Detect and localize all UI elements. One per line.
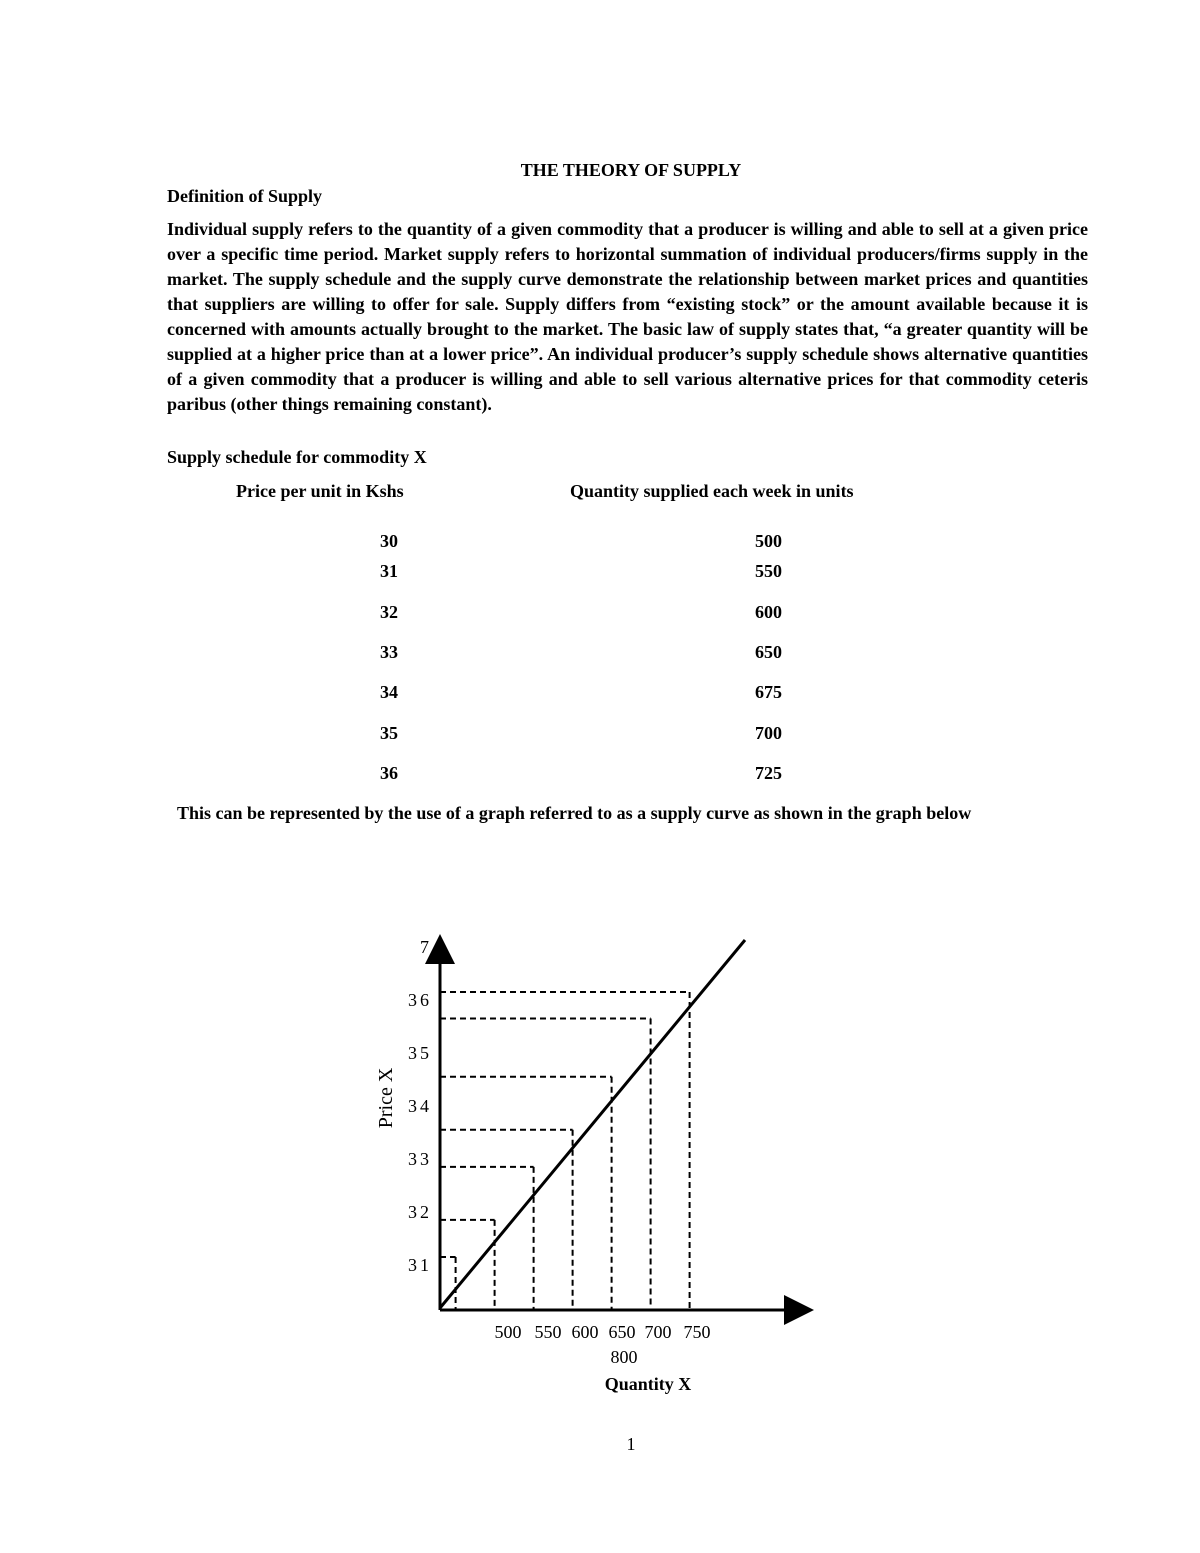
page-number: 1 xyxy=(626,1434,636,1454)
table-cell-quantity: 650 xyxy=(755,642,782,662)
column-header-quantity: Quantity supplied each week in units xyxy=(570,481,854,501)
y-tick-label: 7 xyxy=(420,937,432,957)
table-cell-quantity: 700 xyxy=(755,723,782,743)
table-cell-quantity: 500 xyxy=(755,531,782,551)
y-axis-label: Price X xyxy=(375,1067,397,1129)
y-tick-label: 35 xyxy=(408,1043,432,1063)
x-tick-label: 700 xyxy=(644,1322,672,1342)
table-cell-price: 34 xyxy=(380,682,398,702)
table-cell-price: 35 xyxy=(380,723,398,743)
graph-intro-note: This can be represented by the use of a graph referred to as a supply curve as shown in the graph below xyxy=(177,803,972,823)
y-tick-label: 34 xyxy=(408,1096,432,1116)
y-tick-label: 33 xyxy=(408,1149,432,1169)
table-cell-price: 32 xyxy=(380,602,398,622)
x-axis-label: Quantity X xyxy=(604,1374,692,1394)
supply-curve xyxy=(440,940,745,1308)
table-cell-price: 36 xyxy=(380,763,398,783)
x-tick-label: 800 xyxy=(610,1347,638,1367)
table-cell-quantity: 550 xyxy=(755,561,782,581)
supply-curve-chart xyxy=(340,920,840,1410)
y-tick-label: 32 xyxy=(408,1202,432,1222)
body-paragraph: Individual supply refers to the quantity of a given commodity that a producer is willing and able to sell at a given price over a specific time period. Market supply refers to horizontal summation of individual producers/firms supply in the market. The supply schedule and the supply curve demonstrate the relationship between market prices and quantities that suppliers are willing to offer for sale. Supply differs from “existing stock” or the amount available because it is concerned with amounts actually brought to the market. The basic law of supply states that, “a greater quantity will be supplied at a higher price than at a lower price”. An individual producer’s supply schedule shows alternative quantities of a given commodity that a producer is willing and able to sell various alternative prices for that commodity ceteris paribus (other things remaining constant). xyxy=(167,219,1088,414)
y-tick-label: 31 xyxy=(408,1255,432,1275)
x-tick-label: 500 xyxy=(494,1322,522,1342)
table-cell-quantity: 725 xyxy=(755,763,782,783)
y-tick-label: 36 xyxy=(408,990,432,1010)
table-cell-price: 30 xyxy=(380,531,398,551)
schedule-heading: Supply schedule for commodity X xyxy=(167,447,427,467)
section-heading: Definition of Supply xyxy=(167,186,323,206)
chart-canvas xyxy=(340,920,840,1410)
column-header-price: Price per unit in Kshs xyxy=(236,481,404,501)
page-title: THE THEORY OF SUPPLY xyxy=(520,160,742,180)
table-cell-price: 31 xyxy=(380,561,398,581)
table-cell-quantity: 675 xyxy=(755,682,782,702)
table-cell-price: 33 xyxy=(380,642,398,662)
x-tick-label: 600 xyxy=(571,1322,599,1342)
table-cell-quantity: 600 xyxy=(755,602,782,622)
x-tick-label: 650 xyxy=(608,1322,636,1342)
x-tick-label: 750 xyxy=(683,1322,711,1342)
x-tick-label: 550 xyxy=(534,1322,562,1342)
